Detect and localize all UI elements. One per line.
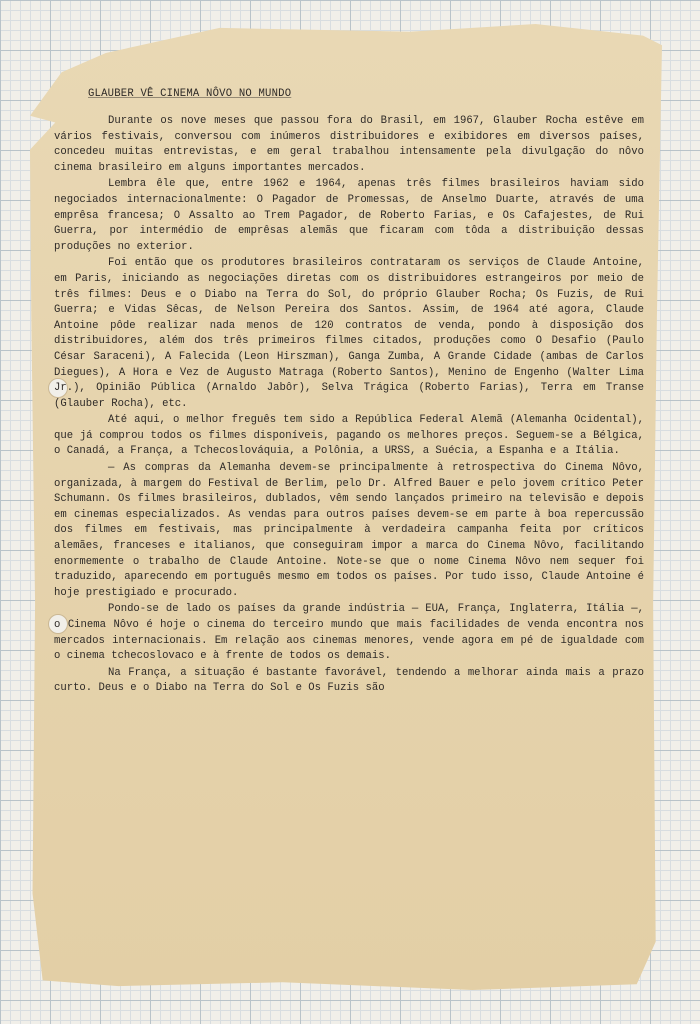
paragraph: Durante os nove meses que passou fora do Brasil, em 1967, Glauber Rocha estêve em vários festivais, conversou com inúmeros distribuidores e exibidores em diversos países, concedeu muitas entrevistas, e em geral trabalhou intensamente pela divulgação do nôvo cinema brasileiro em alguns importantes mercados. bbox=[54, 115, 644, 174]
document-title: GLAUBER VÊ CINEMA NÔVO NO MUNDO bbox=[88, 88, 292, 100]
paragraph: Foi então que os produtores brasileiros contrataram os serviços de Claude Antoine, em Paris, iniciando as negociações diretas com os distribuidores estrangeiros por meio de três filmes: Deus e o Diabo na Terra do Sol, do próprio Glauber Rocha; Os Fuzis, de Rui Guerra; e Vidas Sêcas, de Nelson Pereira dos Santos. Assim, de 1964 até agora, Claude Antoine pôde realizar nada menos de 120 contratos de venda, pondo à disposição dos distribuidores, além dos três primeiros filmes citados, produções como O Desafio (Paulo César Saraceni), A Falecida (Leon Hirszman), Ganga Zumba, A Grande Cidade (ambas de Carlos Diegues), A Hora e Vez de Augusto Matraga (Roberto Santos), Menino de Engenho (Walter Lima Jr.), Opinião Pública (Arnaldo Jabôr), Selva Trágica (Roberto Farias), Terra em Transe (Glauber Rocha), etc. bbox=[54, 257, 644, 410]
paragraph: Pondo-se de lado os países da grande indústria — EUA, França, Inglaterra, Itália —, o Cinema Nôvo é hoje o cinema do terceiro mundo que mais facilidades de venda encontra nos mercados internacionais. Em relação aos cinemas menores, vende agora em pé de igualdade com o cinema tchecoslovaco e à frente de todos os demais. bbox=[54, 603, 644, 663]
paragraph: — As compras da Alemanha devem-se principalmente à retrospectiva do Cinema Nôvo, organizada, à margem do Festival de Berlim, pelo Dr. Alfred Bauer e pelo jovem crítico Peter Schumann. Os filmes brasileiros, dublados, vêm sendo lançados primeiro na televisão e depois em cinemas especializados. As vendas para outros países devem-se em parte à boa repercussão dos filmes em festivais, mas principalmente à verdadeira campanha feita por críticos alemães, franceses e italianos, que conseguiram impor a marca do Cinema Nôvo, facilitando enormemente o trabalho de Claude Antoine. Note-se que o nome Cinema Nôvo nem sequer foi traduzido, aparecendo em português mesmo em todos os países. Por tudo isso, Claude Antoine é hoje prestigiado e procurado. bbox=[54, 462, 644, 599]
paragraph-list bbox=[54, 114, 644, 697]
paragraph: Até aqui, o melhor freguês tem sido a República Federal Alemã (Alemanha Ocidental), que já comprou todos os filmes disponíveis, pagando os melhores preços. Seguem-se a Bélgica, o Canadá, a França, a Tchecoslováquia, a Polônia, a URSS, a Suécia, a Espanha e a Itália. bbox=[54, 414, 644, 458]
document-body bbox=[54, 88, 644, 697]
paragraph: Lembra êle que, entre 1962 e 1964, apenas três filmes brasileiros haviam sido negociados internacionalmente: O Pagador de Promessas, de Anselmo Duarte, através de uma emprêsa francesa; O Assalto ao Trem Pagador, de Roberto Farias, e Os Cafajestes, de Rui Guerra, por intermédio de emprêsas alemãs que ficaram com tôda a distribuição dessas produções no exterior. bbox=[54, 178, 644, 253]
paragraph: Na França, a situação é bastante favorável, tendendo a melhorar ainda mais a prazo curto. Deus e o Diabo na Terra do Sol e Os Fuzis são bbox=[54, 666, 644, 695]
